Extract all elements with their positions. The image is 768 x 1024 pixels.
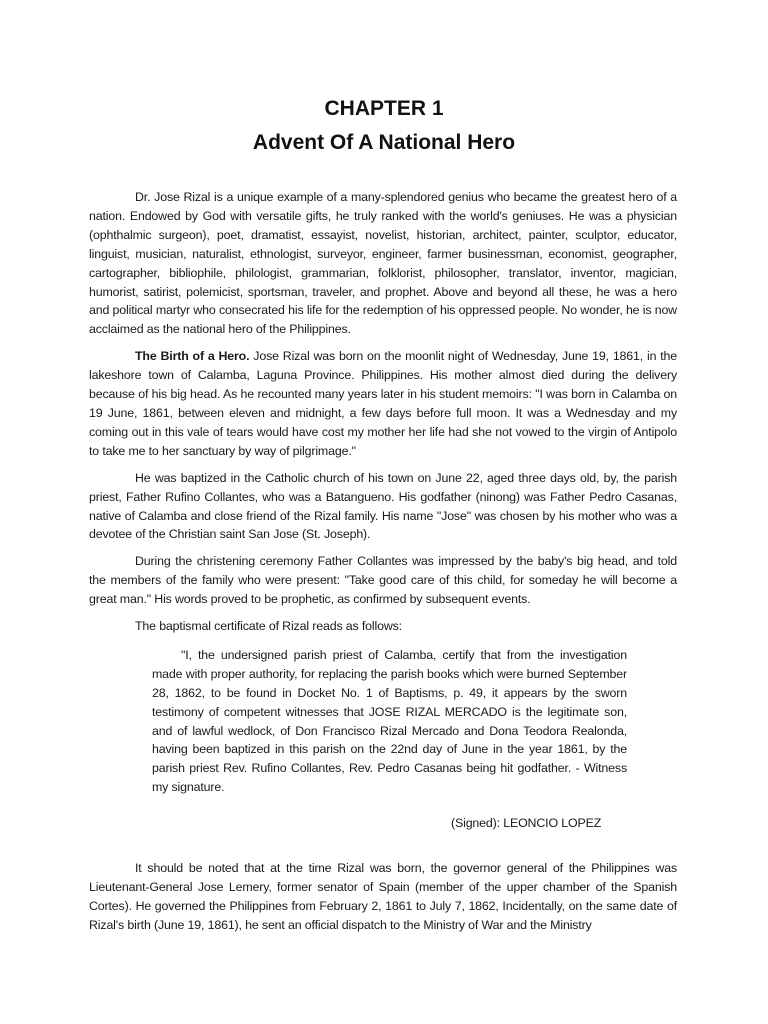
paragraph-christening: During the christening ceremony Father Collantes was impressed by the baby's big head, and told the members of the family who were present: "Take good care of this child, for someday he will become a great man." His words proved to be prophetic, as confirmed by subsequent events. [89,554,677,607]
paragraph-birth [89,347,677,460]
paragraph-baptism: He was baptized in the Catholic church of his town on June 22, aged three days old, by, the parish priest, Father Rufino Collantes, who was a Batangueno. His godfather (ninong) was Father Pedro Casanas, native of Calamba and close friend of the Rizal family. His name "Jose" was chosen by his mother who was a devotee of the Christian saint San Jose (St. Joseph). [89,470,677,542]
paragraph-certificate-intro: The baptismal certificate of Rizal reads as follows: [135,619,402,634]
paragraph-intro: Dr. Jose Rizal is a unique example of a many-splendored genius who became the greatest hero of a nation. Endowed by God with versatile gifts, he truly ranked with the world's geniuses. He was a physician (ophthalmic surgeon), poet, dramatist, essayist, novelist, historian, architect, painter, sculptor, educator, linguist, musician, naturalist, ethnologist, surveyor, engineer, farmer businessman, economist, geographer, cartographer, bibliophile, philologist, grammarian, folklorist, philosopher, translator, inventor, magician, humorist, satirist, polemicist, sportsman, traveler, and prophet. Above and beyond all these, he was a hero and political martyr who consecrated his life for the redemption of his oppressed people. No wonder, he is now acclaimed as the national hero of the Philippines. [89,190,677,337]
signature-line: (Signed): LEONCIO LOPEZ [451,816,602,831]
paragraph-governor: It should be noted that at the time Rizal was born, the governor general of the Philippines was Lieutenant-General Jose Lemery, former senator of Spain (member of the upper chamber of the Spanish Cortes). He governed the Philippines from February 2, 1861 to July 7, 1862, Incidentally, on the same date of Rizal's birth (June 19, 1861), he sent an official dispatch to the Ministry of War and the Ministry [89,861,677,932]
certificate-quote: "I, the undersigned parish priest of Calamba, certify that from the investigation made with proper authority, for replacing the parish books which were burned September 28, 1862, to be found in Docket No. 1 of Baptisms, p. 49, it appears by the sworn testimony of competent witnesses that JOSE RIZAL MERCADO is the legitimate son, and of lawful wedlock, of Don Francisco Rizal Mercado and Dona Teodora Realonda, having been baptized in this parish on the 22nd day of June in the year 1861, by the parish priest Rev. Rufino Collantes, Rev. Pedro Casanas being hit godfather. - Witness my signature. [152,647,627,795]
chapter-label: CHAPTER 1 [324,97,444,120]
body-text [89,188,677,935]
paragraph-birth-text: Jose Rizal was born on the moonlit night of Wednesday, June 19, 1861, in the lakeshore town of Calamba, Laguna Province. Philippines. His mother almost died during the delivery because of his big head. As he recounted many years later in his student memoirs: "I was born in Calamba on 19 June, 1861, between eleven and midnight, a few days before full moon. It was a Wednesday and my coming out in this vale of tears would have cost my mother her life had she not vowed to the virgin of Antipolo to take me to her sanctuary by way of pilgrimage." [89,349,677,458]
chapter-title: Advent Of A National Hero [252,131,516,154]
section-heading-birth: The Birth of a Hero. [135,349,250,364]
